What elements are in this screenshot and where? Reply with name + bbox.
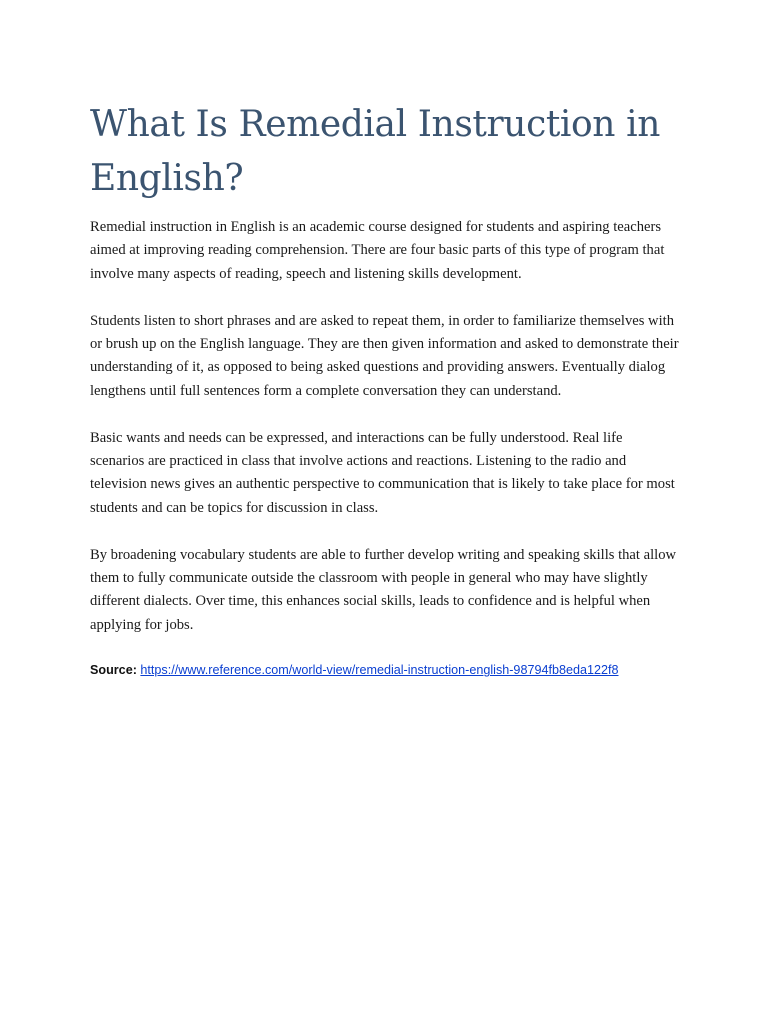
paragraph-vocabulary: By broadening vocabulary students are able to further develop writing and speaking skills that allow them to fully communicate outside the classroom with people in general who may have slightly different dialects. Over time, this enhances social skills, leads to confidence and is helpful when applying for jobs. <box>90 546 677 633</box>
paragraph-listening: Students listen to short phrases and are asked to repeat them, in order to familiarize themselves with or brush up on the English language. They are then given information and asked to demonstrate their understanding of it, as opposed to being asked questions and providing answers. Eventually dialog lengthens until full sentences form a complete conversation they can understand. <box>90 312 679 399</box>
document-body <box>90 98 680 679</box>
paragraph-interactions: Basic wants and needs can be expressed, and interactions can be fully understood. Real life scenarios are practiced in class that involve actions and reactions. Listening to the radio and television news gives an authentic perspective to communication that is likely to take place for most students and can be topics for discussion in class. <box>90 429 675 516</box>
source-link[interactable]: https://www.reference.com/world-view/remedial-instruction-english-98794fb8eda122f8 <box>140 663 619 678</box>
source-line <box>90 661 680 679</box>
paragraph-intro: Remedial instruction in English is an academic course designed for students and aspiring teachers aimed at improving reading comprehension. There are four basic parts of this type of program that involve many aspects of reading, speech and listening skills development. <box>90 219 665 282</box>
page-title: What Is Remedial Instruction in English? <box>90 104 661 199</box>
source-label: Source: <box>90 663 137 678</box>
